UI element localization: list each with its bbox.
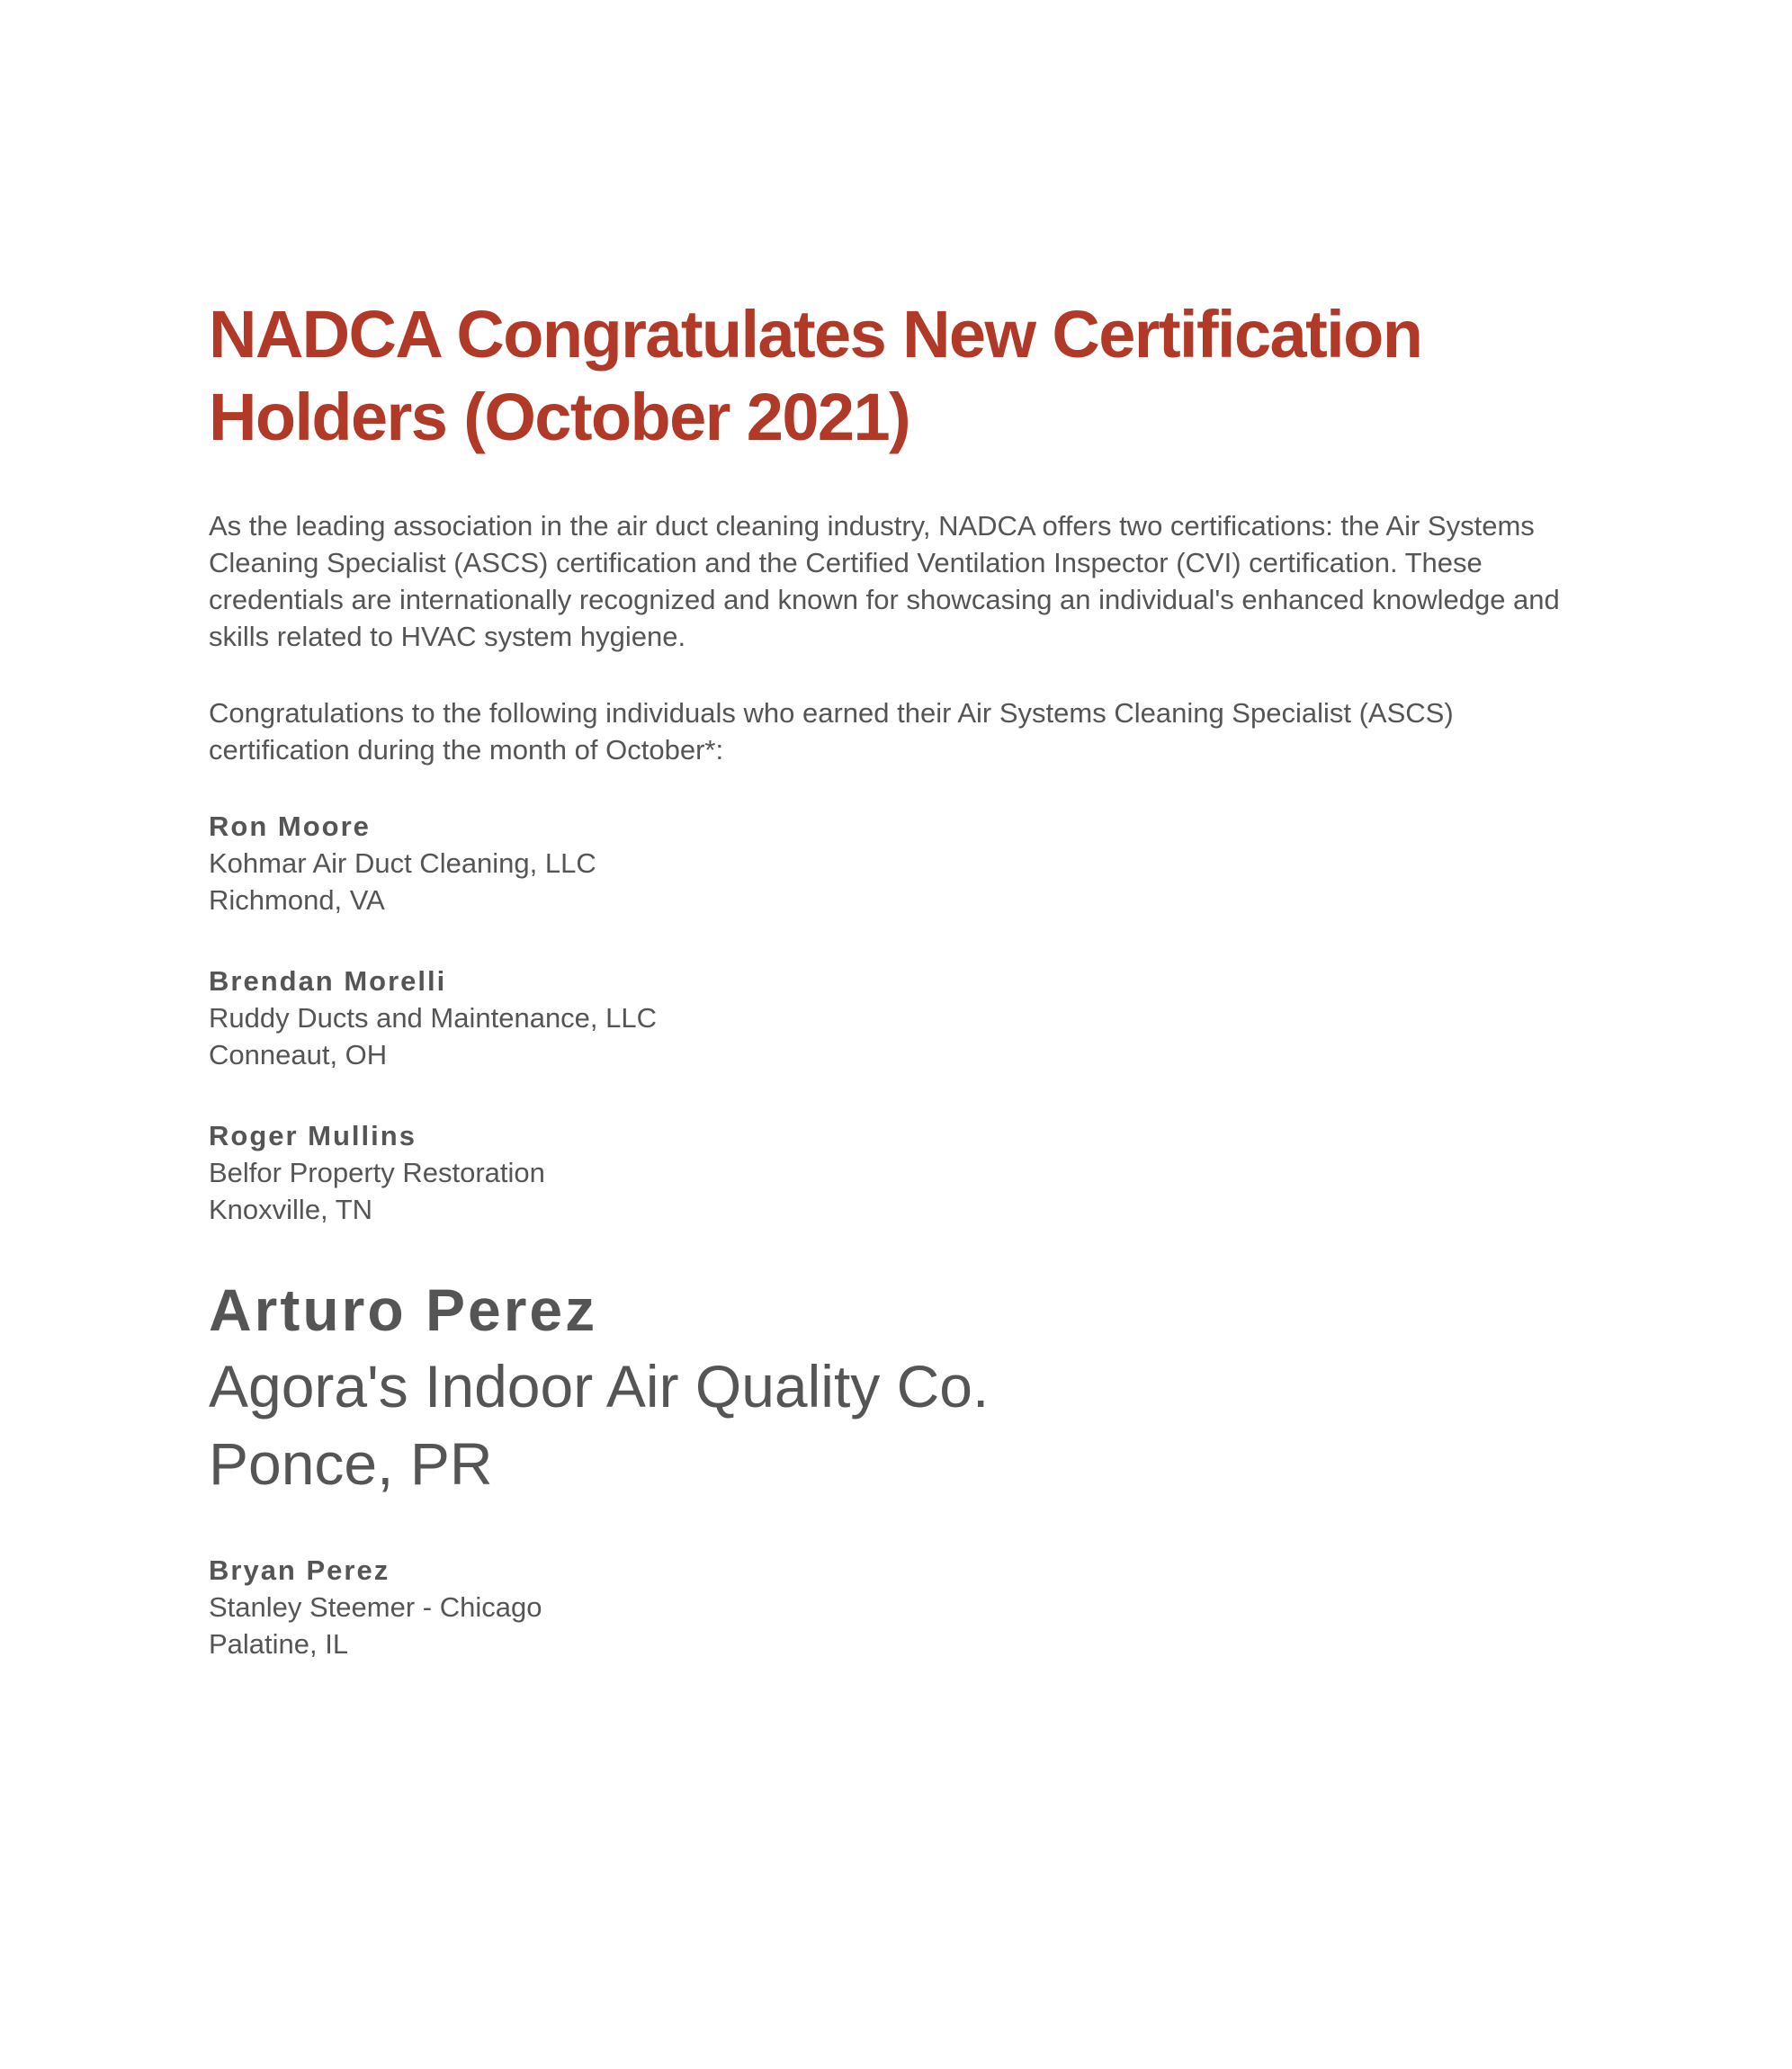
recipient-name: Brendan Morelli [209, 965, 447, 997]
recipient-company: Ruddy Ducts and Maintenance, LLC [209, 1002, 658, 1034]
article [209, 293, 1612, 1706]
recipient-company: Stanley Steemer - Chicago [209, 1591, 542, 1623]
intro-paragraph: As the leading association in the air duct cleaning industry, NADCA offers two certifications: the Air Systems Cleaning Specialist (ASCS) certification and the Certified Ventilation Inspector (CVI) certification. These credentials are internationally recognized and known for showcasing an individual's enhanced knowledge and skills related to HVAC system hygiene. [209, 510, 1560, 652]
recipient-entry [209, 963, 1612, 1073]
recipient-entry-featured [209, 1272, 1612, 1502]
recipient-name: Arturo Perez [209, 1276, 598, 1343]
page-title: NADCA Congratulates New Certification Holders (October 2021) [209, 297, 1422, 454]
recipient-name: Bryan Perez [209, 1554, 390, 1586]
recipient-entry [209, 808, 1612, 918]
recipient-location: Palatine, IL [209, 1628, 349, 1660]
congratulations-paragraph: Congratulations to the following individuals who earned their Air Systems Cleaning Specialist (ASCS) certification during the month of October*: [209, 697, 1454, 766]
recipient-company: Agora's Indoor Air Quality Co. [209, 1353, 990, 1420]
recipient-company: Belfor Property Restoration [209, 1157, 545, 1188]
recipient-entry [209, 1117, 1612, 1228]
recipient-entry [209, 1552, 1612, 1662]
recipient-company: Kohmar Air Duct Cleaning, LLC [209, 847, 596, 879]
recipient-list [209, 808, 1612, 1662]
recipient-name: Ron Moore [209, 811, 371, 842]
recipient-location: Knoxville, TN [209, 1194, 373, 1225]
recipient-location: Ponce, PR [209, 1430, 493, 1497]
recipient-name: Roger Mullins [209, 1120, 417, 1151]
recipient-location: Richmond, VA [209, 884, 385, 916]
recipient-location: Conneaut, OH [209, 1039, 388, 1070]
